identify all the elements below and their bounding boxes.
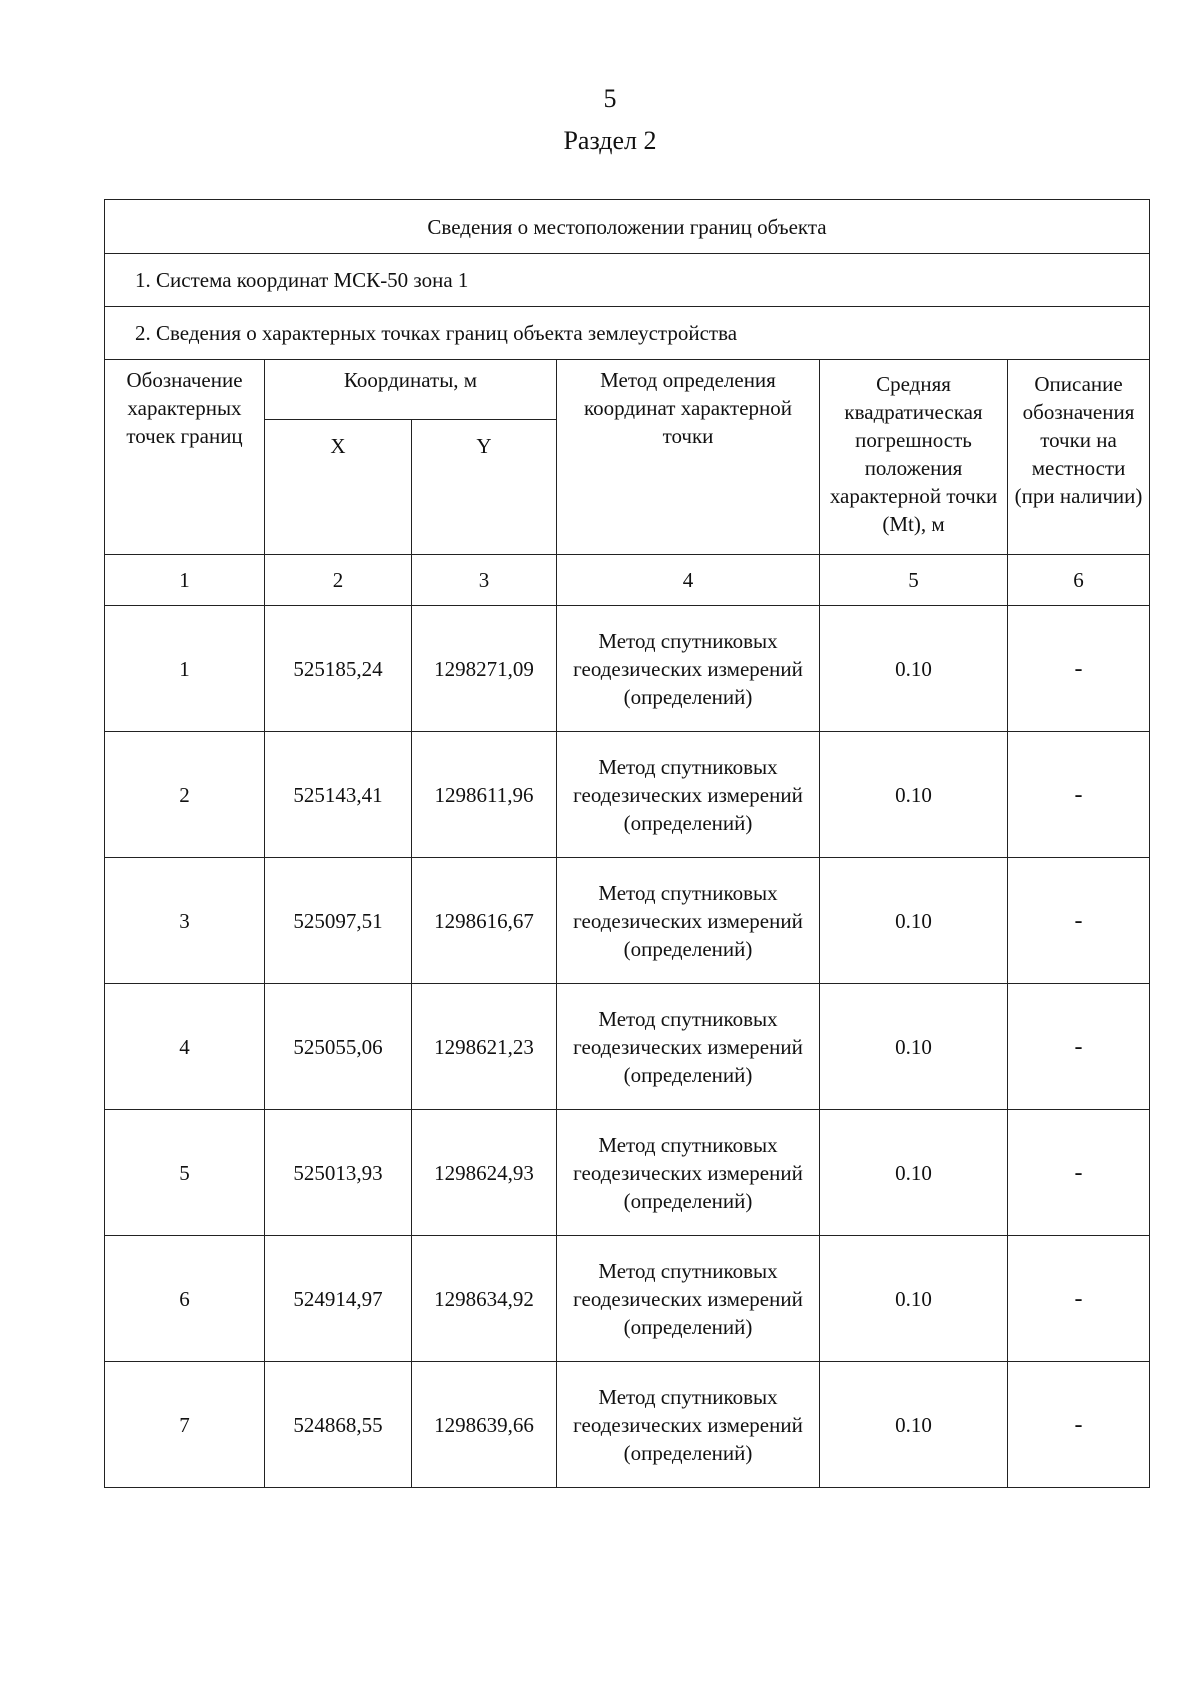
point-id-cell: 5	[105, 1110, 265, 1236]
y-coordinate-cell: 1298611,96	[412, 732, 557, 858]
header-description: Описание обозначения точки на местности (при наличии)	[1008, 360, 1150, 555]
header-method: Метод определения координат характерной точки	[557, 360, 820, 555]
header-error: Средняя квадратическая погрешность положения характерной точки (Mt), м	[820, 360, 1008, 555]
description-cell: -	[1008, 732, 1150, 858]
description-cell: -	[1008, 858, 1150, 984]
table-row	[105, 1236, 1150, 1362]
x-coordinate-cell: 525013,93	[265, 1110, 412, 1236]
point-id-cell: 7	[105, 1362, 265, 1488]
table-row	[105, 732, 1150, 858]
description-cell: -	[1008, 1236, 1150, 1362]
error-cell: 0.10	[820, 1236, 1008, 1362]
error-cell: 0.10	[820, 1362, 1008, 1488]
page-number: 5	[603, 84, 617, 113]
method-cell: Метод спутниковых геодезических измерений (определений)	[557, 1236, 820, 1362]
column-number: 1	[105, 555, 265, 606]
column-number: 3	[412, 555, 557, 606]
table-row	[105, 1110, 1150, 1236]
points-heading: 2. Сведения о характерных точках границ объекта землеустройства	[105, 307, 1150, 360]
method-cell: Метод спутниковых геодезических измерений (определений)	[557, 984, 820, 1110]
y-coordinate-cell: 1298639,66	[412, 1362, 557, 1488]
error-cell: 0.10	[820, 732, 1008, 858]
section-title: Раздел 2	[563, 126, 657, 155]
y-coordinate-cell: 1298271,09	[412, 606, 557, 732]
header-y: Y	[412, 420, 557, 555]
error-cell: 0.10	[820, 606, 1008, 732]
x-coordinate-cell: 525143,41	[265, 732, 412, 858]
table-row	[105, 606, 1150, 732]
error-cell: 0.10	[820, 858, 1008, 984]
method-cell: Метод спутниковых геодезических измерений (определений)	[557, 858, 820, 984]
method-cell: Метод спутниковых геодезических измерений (определений)	[557, 1362, 820, 1488]
header-designation: Обозначение характерных точек границ	[105, 360, 265, 555]
y-coordinate-cell: 1298616,67	[412, 858, 557, 984]
y-coordinate-cell: 1298621,23	[412, 984, 557, 1110]
column-number: 5	[820, 555, 1008, 606]
point-id-cell: 6	[105, 1236, 265, 1362]
x-coordinate-cell: 524914,97	[265, 1236, 412, 1362]
description-cell: -	[1008, 984, 1150, 1110]
point-id-cell: 2	[105, 732, 265, 858]
error-cell: 0.10	[820, 1110, 1008, 1236]
header-row	[105, 360, 1150, 420]
boundary-table	[104, 199, 1150, 1488]
point-id-cell: 4	[105, 984, 265, 1110]
point-id-cell: 3	[105, 858, 265, 984]
x-coordinate-cell: 525185,24	[265, 606, 412, 732]
header-x: X	[265, 420, 412, 555]
point-id-cell: 1	[105, 606, 265, 732]
method-cell: Метод спутниковых геодезических измерений (определений)	[557, 606, 820, 732]
y-coordinate-cell: 1298634,92	[412, 1236, 557, 1362]
description-cell: -	[1008, 1110, 1150, 1236]
x-coordinate-cell: 524868,55	[265, 1362, 412, 1488]
column-number: 2	[265, 555, 412, 606]
column-number: 6	[1008, 555, 1150, 606]
coord-system: 1. Система координат МСК-50 зона 1	[105, 254, 1150, 307]
description-cell: -	[1008, 1362, 1150, 1488]
error-cell: 0.10	[820, 984, 1008, 1110]
table-row	[105, 858, 1150, 984]
points-heading-row	[105, 307, 1150, 360]
method-cell: Метод спутниковых геодезических измерений (определений)	[557, 732, 820, 858]
method-cell: Метод спутниковых геодезических измерений (определений)	[557, 1110, 820, 1236]
table-title: Сведения о местоположении границ объекта	[105, 200, 1150, 254]
description-cell: -	[1008, 606, 1150, 732]
table-row	[105, 1362, 1150, 1488]
column-number: 4	[557, 555, 820, 606]
column-numbers-row	[105, 555, 1150, 606]
coord-system-row	[105, 254, 1150, 307]
x-coordinate-cell: 525097,51	[265, 858, 412, 984]
table-row	[105, 984, 1150, 1110]
table-title-row	[105, 200, 1150, 254]
y-coordinate-cell: 1298624,93	[412, 1110, 557, 1236]
header-coords: Координаты, м	[265, 360, 557, 420]
x-coordinate-cell: 525055,06	[265, 984, 412, 1110]
